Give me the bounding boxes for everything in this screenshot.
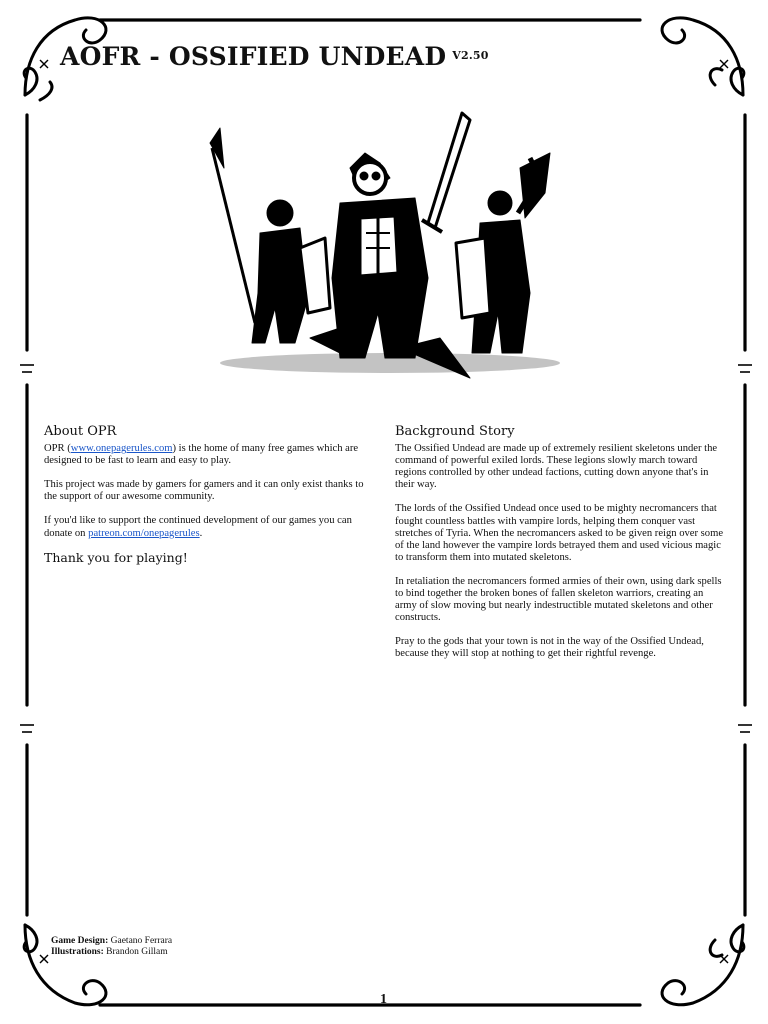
credit-game-design <box>51 936 172 947</box>
onepagerules-link[interactable]: www.onepagerules.com <box>70 443 173 455</box>
credit-name: Brandon Gillam <box>103 947 168 957</box>
thank-you-text: Thank you for playing! <box>44 549 188 565</box>
page-number: 1 <box>380 992 387 1007</box>
version-label: V2.50 <box>452 49 489 62</box>
about-opr-section <box>44 426 366 564</box>
story-paragraph: The lords of the Ossified Undead once used to be mighty necromancers that fought countless battles with vampire lords, helping them conquer vast stretches of Tyria. When the necromancers asked to be given reign over some of the land however the vampire lords betrayed them and used vicious magic to transform them into mutated skeletons. <box>395 503 724 563</box>
skeleton-army-illustration <box>200 108 570 398</box>
credit-name: Gaetano Ferrara <box>108 936 173 946</box>
story-paragraph: In retaliation the necromancers formed armies of their own, using dark spells to bind together the broken bones of fallen skeleton warriors, creating an army of slow moving but nearly indestructible mutated skeletons and other constructs. <box>395 575 722 624</box>
about-p1-suffix: ) is the home of many free games which are designed to be fast to learn and easy to play. <box>44 443 359 467</box>
about-p3-prefix: If you'd like to support the continued development of our games you can donate on <box>44 515 352 539</box>
credit-illustrations <box>51 947 172 958</box>
about-paragraph-1 <box>44 443 366 467</box>
credit-label: Illustrations: <box>51 947 104 957</box>
about-p3-suffix: . <box>199 527 203 539</box>
story-paragraph: Pray to the gods that your town is not in the way of the Ossified Undead, because they will stop at nothing to get their rightful revenge. <box>395 636 704 660</box>
credit-label: Game Design: <box>51 936 109 946</box>
about-paragraph-3 <box>44 515 366 539</box>
patreon-link[interactable]: patreon.com/onepagerules <box>88 527 200 539</box>
page-title <box>60 42 489 71</box>
story-heading: Background Story <box>395 424 515 439</box>
about-paragraph-2: This project was made by gamers for gamers and it can only exist thanks to the support of our awesome community. <box>44 479 364 503</box>
about-heading: About OPR <box>44 424 117 439</box>
story-paragraph: The Ossified Undead are made up of extremely resilient skeletons under the command of powerful exiled lords. These legions slowly march toward regions controlled by other undead factions, cutting down anyone that's in their way. <box>395 443 718 491</box>
about-p1-prefix: OPR ( <box>44 443 71 455</box>
background-story-section <box>395 426 725 673</box>
credits <box>51 936 172 958</box>
title-text: AOFR - OSSIFIED UNDEAD <box>60 42 447 71</box>
